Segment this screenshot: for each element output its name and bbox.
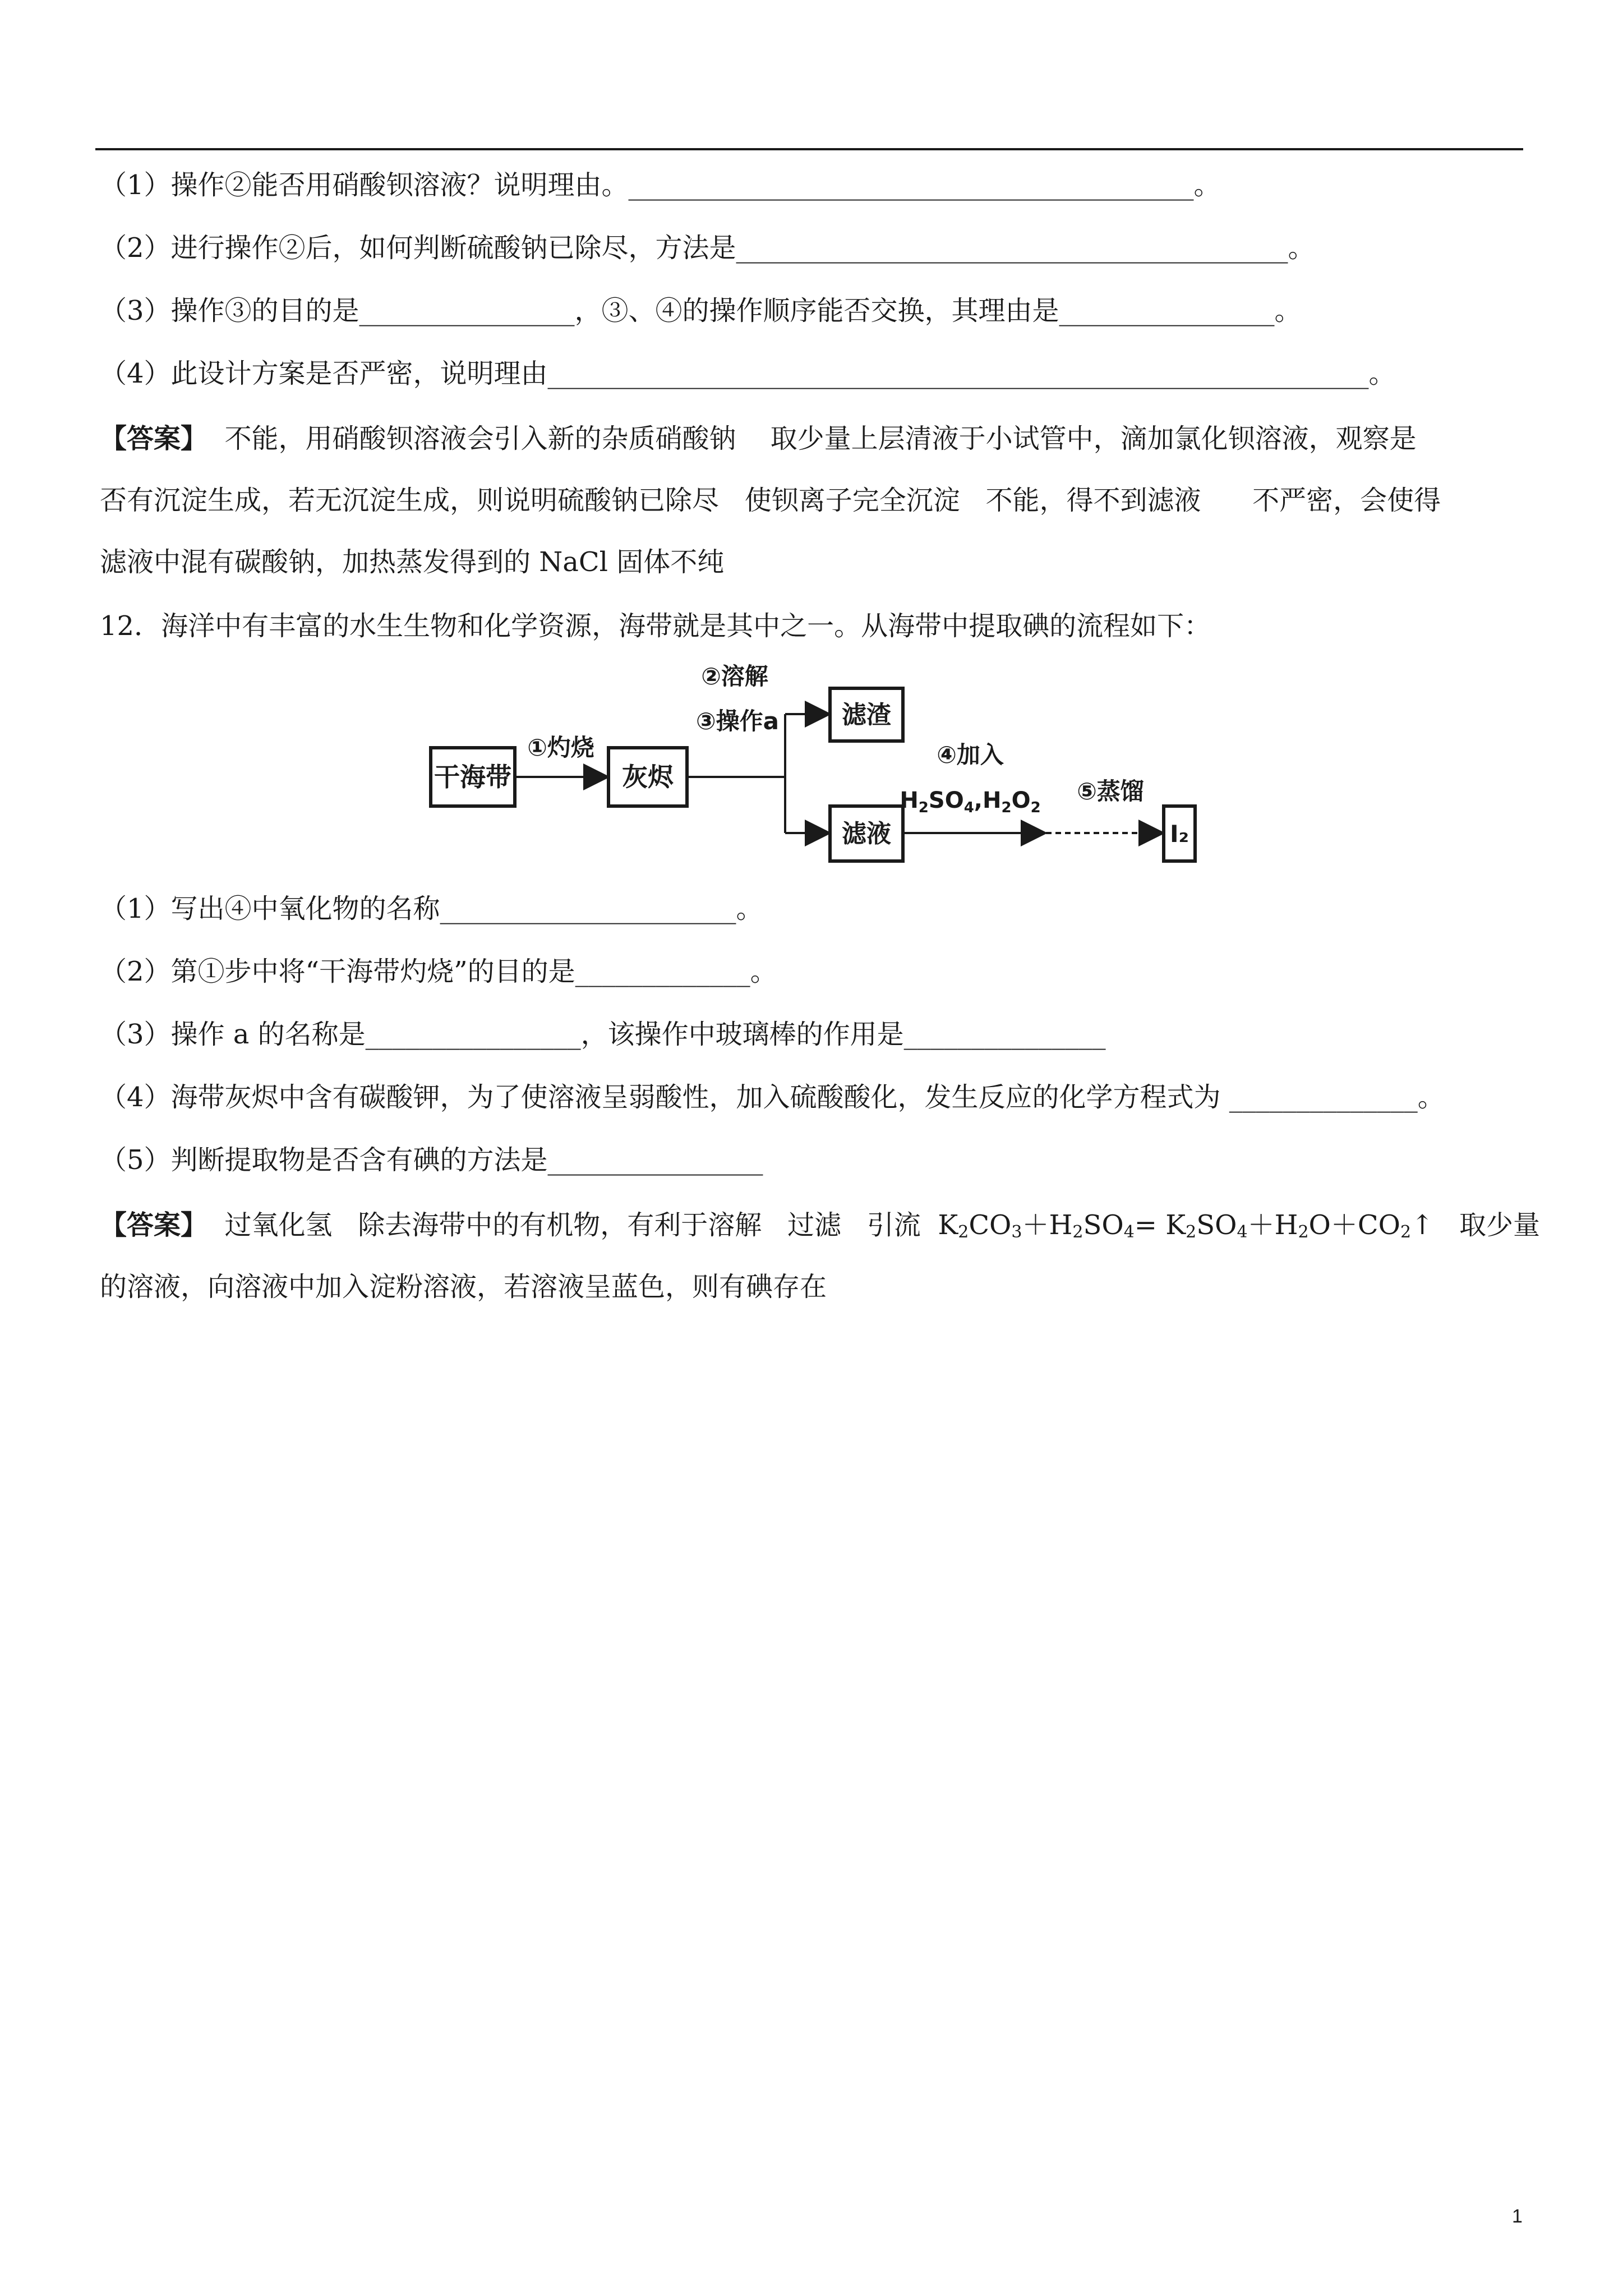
flow-box-residue-label: 滤渣 xyxy=(842,701,891,729)
q11-sub3: （3）操作③的目的是________________，③、④的操作顺序能否交换，其理由是________________。 xyxy=(100,295,1302,326)
flow-step4-label: ④加入 xyxy=(937,741,1004,769)
flow-box-start-label: 干海带 xyxy=(434,762,511,792)
flow-box-ash-label: 灰烬 xyxy=(622,762,674,792)
flow-box-filtrate-label: 滤液 xyxy=(842,820,891,848)
q11-sub1: （1）操作②能否用硝酸钡溶液？说明理由。__________________________________________。 xyxy=(100,169,1221,201)
answer-label: 【答案】 xyxy=(100,423,208,454)
q12-answer-line2: 的溶液，向溶液中加入淀粉溶液，若溶液呈蓝色，则有碘存在 xyxy=(100,1271,827,1303)
q11-answer-line3: 滤液中混有碳酸钠，加热蒸发得到的 NaCl 固体不纯 xyxy=(100,546,725,578)
chemical-equation: $K_2CO_3+H_2SO_4=$ $K_2SO_4+H_2O+CO_2↑$ xyxy=(938,1209,1434,1242)
q11-sub2: （2）进行操作②后，如何判断硫酸钠已除尽，方法是_________________________________________。 xyxy=(100,232,1315,264)
answer-text: 不能，用硝酸钡溶液会引入新的杂质硝酸钠 取少量上层清液于小试管中，滴加氯化钡溶液，观察是 xyxy=(208,423,1417,454)
answer-text-tail: 取少量 xyxy=(1433,1209,1541,1241)
answer-label: 【答案】 xyxy=(100,1209,208,1241)
q12-sub1: （1）写出④中氧化物的名称______________________。 xyxy=(100,893,763,924)
q12-sub5: （5）判断提取物是否含有碘的方法是________________ xyxy=(100,1144,763,1176)
q11-answer-line1 xyxy=(100,422,1417,455)
q12-sub4: （4）海带灰烬中含有碳酸钾，为了使溶液呈弱酸性，加入硫酸酸化，发生反应的化学方程式为 ______________。 xyxy=(100,1082,1445,1113)
header-rule xyxy=(95,148,1523,150)
answer-text: 过氧化氢 除去海带中的有机物，有利于溶解 过滤 引流 xyxy=(208,1209,938,1241)
q11-sub4: （4）此设计方案是否严密，说明理由_____________________________________________________________。 xyxy=(100,358,1396,389)
flow-reagents-label: $H_2SO_4,H_2O_2$ xyxy=(900,788,1041,816)
flow-step3-label: ③操作a xyxy=(696,707,779,735)
flow-step5-label: ⑤蒸馏 xyxy=(1077,777,1144,805)
flow-box-end-label: I₂ xyxy=(1169,820,1189,848)
q11-answer-line2: 否有沉淀生成，若无沉淀生成，则说明硫酸钠已除尽 使钡离子完全沉淀 不能，得不到滤液 不严密，会使得 xyxy=(100,485,1441,516)
page-number: 1 xyxy=(1512,2206,1523,2227)
flow-step2-label: ②溶解 xyxy=(701,662,768,690)
flow-step1-label: ①灼烧 xyxy=(527,734,594,761)
q12-answer-line1 xyxy=(100,1208,1540,1242)
q12-sub2: （2）第①步中将“干海带灼烧”的目的是_____________。 xyxy=(100,956,777,987)
q12-stem: 12．海洋中有丰富的水生生物和化学资源，海带就是其中之一。从海带中提取碘的流程如下： xyxy=(100,610,1211,642)
iodine-extraction-flowchart xyxy=(415,659,1200,872)
q12-sub3: （3）操作 a 的名称是________________，该操作中玻璃棒的作用是_______________ xyxy=(100,1019,1106,1050)
